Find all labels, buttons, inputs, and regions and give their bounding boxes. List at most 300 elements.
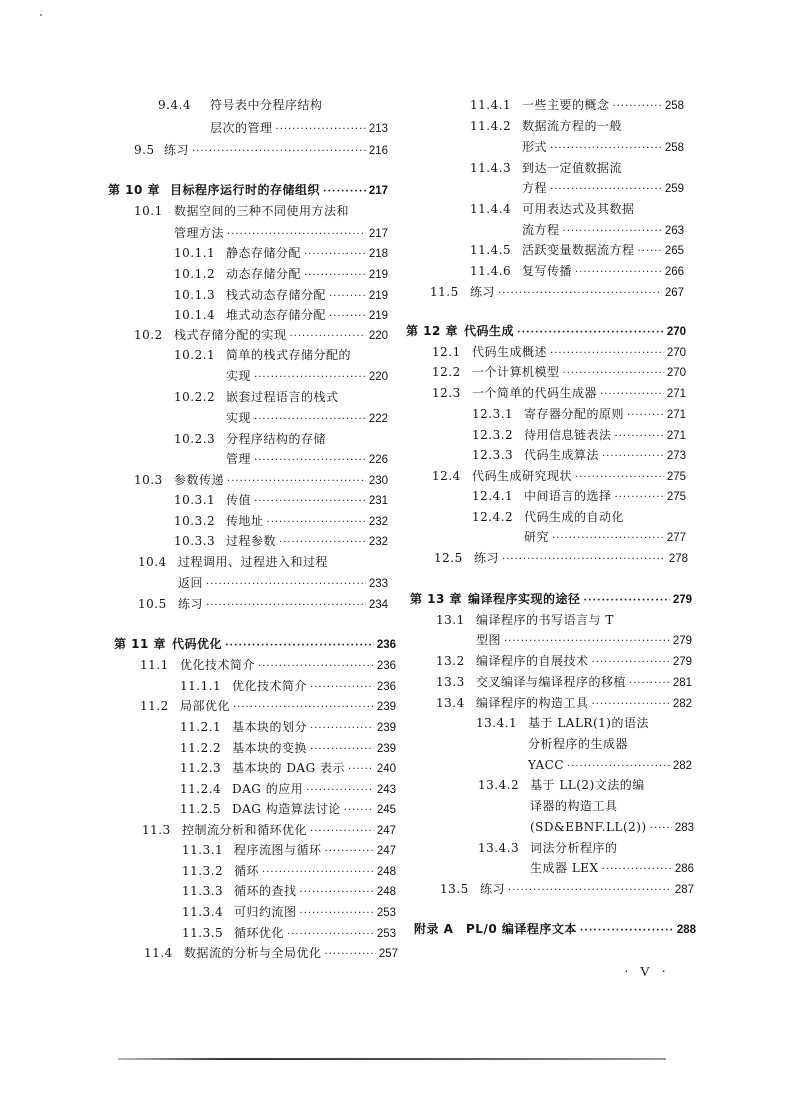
page-number: 286 [674,863,694,875]
toc-entry [436,694,692,712]
dot-leader [629,675,670,693]
section-number: 11.4.3 [470,161,512,175]
page-number: 219 [368,290,388,302]
section-number: 11.1 [140,658,169,672]
section-title: 型图 [476,633,502,647]
section-title: 过程参数 [226,534,277,548]
section-title: YACC [528,758,565,772]
section-number: 11.4.5 [470,243,512,257]
toc-entry [472,487,686,505]
dot-leader [227,226,366,244]
section-title: 到达一定值数据流 [522,161,623,175]
dot-leader [504,633,670,651]
section-title: 参数传递 [174,473,225,487]
section-title: 生成器 LEX [530,861,599,875]
dot-leader [563,223,662,241]
section-number: 10.3.1 [174,493,216,507]
scan-edge-line [118,1058,666,1060]
section-number: 11.2.3 [180,761,222,775]
dot-leader [627,407,664,425]
page-number: 248 [376,866,396,878]
section-title: 基本块的变换 [232,741,308,755]
section-title: 程序流图与循环 [234,843,322,857]
toc-entry [476,631,692,649]
page-number: 265 [664,245,684,257]
page-folio: · V · [624,965,670,980]
dot-leader [323,183,366,201]
page-number: 233 [368,578,388,590]
dot-leader [615,428,664,446]
page-number: 266 [664,266,684,278]
section-title: 控制流分析和循环优化 [182,823,308,837]
section-title: 练习 [164,143,190,157]
section-number: 11.4 [144,946,173,960]
toc-entry [174,512,388,530]
page-number: 219 [368,310,388,322]
section-number: 11.3 [142,823,171,837]
dot-leader [304,246,366,264]
toc-entry [430,283,684,301]
section-number: 11.4.1 [470,98,512,112]
chapter-title: 编译程序实现的途径 [468,592,581,606]
section-number: 13.2 [436,654,465,668]
section-title: 基本块的 DAG 表示 [232,761,346,775]
section-title: 嵌套过程语言的栈式 [226,390,339,404]
toc-entry [174,244,388,262]
section-title: 符号表中分程序结构 [210,98,323,112]
page-number: 283 [674,822,694,834]
section-number: 11.5 [430,285,459,299]
section-title: 实现 [226,411,252,425]
section-number: 11.2.4 [180,782,222,796]
dot-leader [225,637,374,655]
section-number: 13.4 [436,696,465,710]
dot-leader [304,267,366,285]
toc-entry [180,677,396,695]
dot-leader [508,882,672,900]
page-number: 219 [368,269,388,281]
section-title: 传地址 [226,514,264,528]
dot-leader [592,696,670,714]
dot-leader [227,473,366,491]
page-number: 222 [368,413,388,425]
section-number: 10.3.2 [174,514,216,528]
toc-entry [174,532,388,550]
dot-leader [602,448,664,466]
section-number: 13.4.3 [478,841,520,855]
toc-entry [174,224,388,242]
section-title: 编译程序的构造工具 [476,696,589,710]
section-title: 数据流方程的一般 [522,119,623,133]
section-title: 分析程序的生成器 [528,737,629,751]
toc-entry [182,841,396,859]
toc-entry [522,138,684,156]
chapter-entry [410,590,692,608]
toc-entry [174,491,388,509]
section-number: 10.1 [134,204,163,218]
toc-entry [528,756,692,774]
section-number: 9.5 [134,143,155,157]
dot-leader [206,597,366,615]
section-number: 11.3.4 [182,905,224,919]
chapter-entry [406,322,686,340]
dot-leader [310,679,374,697]
section-number: 11.4.6 [470,264,512,278]
dot-leader [602,861,672,879]
section-title: 循环优化 [234,926,285,940]
section-title: 循环 [234,864,260,878]
dot-leader [233,699,374,717]
section-number: 12.3 [432,386,461,400]
section-number: 10.1.4 [174,308,216,322]
page-number: 213 [368,123,388,135]
dot-leader [254,369,366,387]
toc-entry [432,467,686,485]
appendix-entry [414,920,696,938]
page-number: 275 [666,491,686,503]
page-number: 230 [368,475,388,487]
page-number: 248 [376,886,396,898]
page-number: 277 [666,532,686,544]
page-number: 273 [666,450,686,462]
page-number: 282 [672,698,692,710]
section-number: 13.4.2 [478,778,520,792]
toc-entry [434,549,688,567]
page-number: 236 [376,660,396,672]
dot-leader [348,761,374,779]
section-title: 练习 [178,597,204,611]
dot-leader [287,926,374,944]
dot-leader [638,243,662,261]
toc-entry [178,574,388,592]
chapter-title: 目标程序运行时的存储组织 [170,183,321,197]
toc-entry [134,471,388,489]
dot-leader [290,328,366,346]
section-title: 基于 LALR(1)的语法 [528,716,649,730]
page-number: 240 [376,763,396,775]
section-title: 静态存储分配 [226,246,302,260]
chapter-title: 代码优化 [172,637,223,651]
section-title: 练习 [470,285,496,299]
section-title: 过程调用、过程进入和过程 [178,555,329,569]
page-number: 257 [378,948,398,960]
section-number: 10.2.2 [174,390,216,404]
section-title: 代码生成概述 [472,345,548,359]
toc-entry [530,859,694,877]
dot-leader [580,922,674,940]
section-title: 管理方法 [174,226,225,240]
dot-leader [276,121,366,139]
section-title: (SD&EBNF.LL(2)) [530,820,647,834]
toc-entry [140,697,396,715]
dot-leader [344,802,374,820]
toc-entry [432,343,686,361]
dot-leader [613,98,662,116]
page-number: 287 [674,884,694,896]
toc-entry [180,800,396,818]
section-title: 形式 [522,140,548,154]
page-number: 217 [368,185,388,197]
page-number: 247 [376,825,396,837]
page-number: 253 [376,907,396,919]
dot-leader [552,530,664,548]
page-number: 270 [666,326,686,338]
toc-entry [180,759,396,777]
page-number: 239 [376,722,396,734]
section-title: 编译程序的自展技术 [476,654,589,668]
section-title: 栈式动态存储分配 [226,288,327,302]
section-title: 活跃变量数据流方程 [522,243,635,257]
toc-entry [182,862,396,880]
section-title: 可归约流图 [234,905,297,919]
toc-entry [140,656,396,674]
toc-entry [138,595,388,613]
section-number: 12.5 [434,551,463,565]
section-number: 13.1 [436,613,465,627]
section-number: 12.4.1 [472,489,514,503]
section-number: 11.3.2 [182,864,224,878]
chapter-number: 第 13 章 [410,592,463,606]
page-number: 258 [664,100,684,112]
chapter-number: 第 11 章 [114,637,167,651]
toc-entry [522,221,684,239]
section-title: 层次的管理 [210,121,273,135]
section-number: 12.1 [432,345,461,359]
page-number: 259 [664,183,684,195]
page-number: 271 [666,430,686,442]
toc-entry [436,673,692,691]
dot-leader [300,905,374,923]
dot-leader [498,285,662,303]
dot-leader [502,551,666,569]
dot-leader [563,365,664,383]
section-title: 寄存器分配的原则 [524,407,625,421]
toc-entry [182,924,396,942]
page-number: 270 [666,367,686,379]
toc-entry [432,363,686,381]
dot-leader [206,576,366,594]
section-title: 优化技术简介 [180,658,256,672]
chapter-title: 代码生成 [464,324,515,338]
section-number: 10.4 [138,555,167,569]
toc-entry [226,450,388,468]
section-title: 基本块的划分 [232,720,308,734]
dot-leader [258,658,374,676]
page-number: 232 [368,516,388,528]
scan-speck [40,14,42,16]
section-title: 分程序结构的存储 [226,432,327,446]
page-number: 236 [376,681,396,693]
toc-entry [524,528,686,546]
section-title: 一个计算机模型 [472,365,560,379]
section-number: 11.4.4 [470,202,512,216]
section-title: 优化技术简介 [232,679,308,693]
dot-leader [310,823,374,841]
section-number: 12.2 [432,365,461,379]
page-number: 234 [368,599,388,611]
toc-entry [432,384,686,402]
dot-leader [310,741,374,759]
chapter-number: 第 10 章 [108,183,161,197]
section-title: 译器的构造工具 [530,799,618,813]
toc-entry [530,818,694,836]
toc-entry [440,880,694,898]
section-number: 11.3.1 [182,843,224,857]
toc-entry [472,405,686,423]
dot-leader [254,493,366,511]
dot-leader [267,514,366,532]
page-number: 278 [668,553,688,565]
section-title: DAG 构造算法讨论 [232,802,341,816]
page-number: 281 [672,677,692,689]
page-number: 239 [376,743,396,755]
section-number: 13.4.1 [476,716,518,730]
dot-leader [575,469,664,487]
appendix-number: 附录 A [414,922,454,936]
dot-leader [600,386,664,404]
section-number: 11.4.2 [470,119,512,133]
section-number: 10.3 [134,473,163,487]
section-title: 一个简单的代码生成器 [472,386,598,400]
section-number: 11.2.5 [180,802,222,816]
section-title: 可用表达式及其数据 [522,202,635,216]
section-number: 12.3.1 [472,407,514,421]
toc-entry [436,652,692,670]
dot-leader [325,946,376,964]
section-title: 堆式动态存储分配 [226,308,327,322]
dot-leader [592,654,670,672]
page-number: 288 [676,924,696,936]
section-number: 10.2.1 [174,348,216,362]
dot-leader [615,489,664,507]
toc-entry [134,326,388,344]
page-number: 279 [672,594,692,606]
section-title: 交叉编译与编译程序的移植 [476,675,627,689]
section-number: 11.2.1 [180,720,222,734]
toc-entry [134,141,388,159]
dot-leader [329,288,366,306]
section-number: 12.3.3 [472,448,514,462]
page-number: 236 [376,639,396,651]
section-number: 10.1.2 [174,267,216,281]
section-number: 13.3 [436,675,465,689]
section-title: 一些主要的概念 [522,98,610,112]
toc-entry [470,96,684,114]
toc-entry [182,903,396,921]
section-number: 13.5 [440,882,469,896]
dot-leader [584,592,670,610]
toc-entry [470,262,684,280]
section-title: 待用信息链表法 [524,428,612,442]
dot-leader [550,345,664,363]
section-title: 流方程 [522,223,560,237]
chapter-entry [108,181,388,199]
toc-entry [472,446,686,464]
toc-entry [180,780,396,798]
section-title: DAG 的应用 [232,782,304,796]
dot-leader [575,264,662,282]
page-number: 271 [666,409,686,421]
section-title: 练习 [474,551,500,565]
section-title: 局部优化 [180,699,231,713]
dot-leader [306,782,374,800]
page-number: 267 [664,287,684,299]
dot-leader [550,181,662,199]
toc-entry [472,426,686,444]
dot-leader [567,758,670,776]
section-title: 循环的查找 [234,884,297,898]
section-title: 传值 [226,493,252,507]
dot-leader [279,534,366,552]
toc-entry [180,718,396,736]
section-title: 数据空间的三种不同使用方法和 [174,204,350,218]
page-number: 243 [376,784,396,796]
dot-leader [262,864,374,882]
section-number: 10.1.1 [174,246,216,260]
section-number: 12.4 [432,469,461,483]
section-title: 代码生成研究现状 [472,469,573,483]
page-number: 271 [666,388,686,400]
toc-entry [174,265,388,283]
toc-entry [470,241,684,259]
chapter-entry [114,635,396,653]
section-number: 10.2.3 [174,432,216,446]
section-title: 方程 [522,181,548,195]
section-title: 基于 LL(2)文法的编 [530,778,645,792]
toc-entry [210,119,388,137]
page-number: 253 [376,928,396,940]
section-title: 代码生成的自动化 [524,510,625,524]
section-title: 管理 [226,452,252,466]
page-number: 232 [368,536,388,548]
page-number: 239 [376,701,396,713]
section-number: 9.4.4 [158,98,192,112]
section-number: 10.2 [134,328,163,342]
toc-entry [142,821,396,839]
page-number: 220 [368,330,388,342]
page-number: 220 [368,371,388,383]
dot-leader [650,820,672,838]
dot-leader [329,308,366,326]
chapter-number: 第 12 章 [406,324,459,338]
page-number: 216 [368,145,388,157]
section-title: 代码生成算法 [524,448,600,462]
page-number: 279 [672,635,692,647]
dot-leader [550,140,662,158]
toc-entry [174,306,388,324]
section-title: 动态存储分配 [226,267,302,281]
dot-leader [310,720,374,738]
section-number: 11.2.2 [180,741,222,755]
section-title: 编译程序的书写语言与 T [476,613,614,627]
page-number: 218 [368,248,388,260]
section-number: 12.4.2 [472,510,514,524]
toc-entry [180,739,396,757]
page-number: 258 [664,142,684,154]
section-number: 10.3.3 [174,534,216,548]
page-number: 231 [368,495,388,507]
section-title: 返回 [178,576,204,590]
dot-leader [325,843,374,861]
toc-entry [522,179,684,197]
section-title: 研究 [524,530,550,544]
toc-entry [182,882,396,900]
dot-leader [254,411,366,429]
section-title: 实现 [226,369,252,383]
dot-leader [192,143,366,161]
section-number: 11.2 [140,699,169,713]
toc-entry [174,286,388,304]
